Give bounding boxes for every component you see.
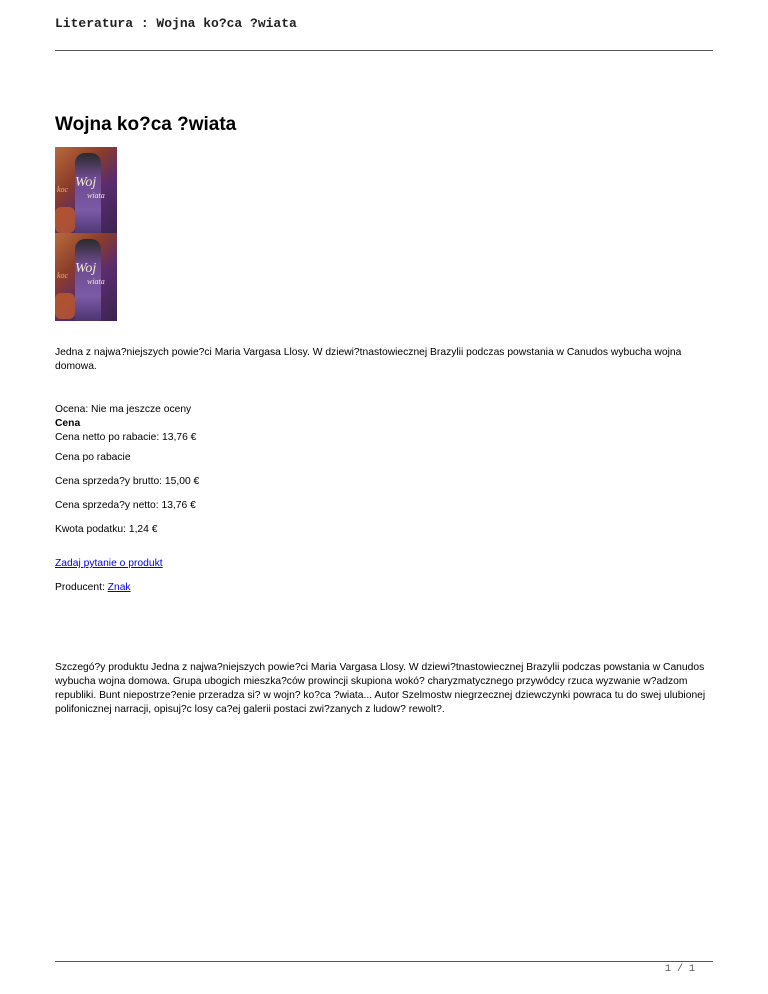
product-title: Wojna ko?ca ?wiata <box>55 114 237 135</box>
price-heading: Cena <box>55 418 81 429</box>
cover-text: Woj <box>75 175 97 190</box>
cover-text: wiata <box>87 277 105 286</box>
ask-question-row <box>55 557 715 571</box>
cover-splash <box>55 293 75 319</box>
header-divider <box>55 50 713 51</box>
page-number: 1 / 1 <box>664 964 695 975</box>
ask-question-link[interactable]: Zadaj pytanie o produkt <box>55 558 163 569</box>
book-cover-image[interactable] <box>55 233 117 321</box>
producer-link[interactable]: Znak <box>107 582 131 593</box>
cover-text: Woj <box>75 261 97 276</box>
cover-text: koc <box>57 271 69 280</box>
net-after-discount: Cena netto po rabacie: 13,76 € <box>55 432 197 443</box>
cover-splash <box>55 207 75 233</box>
net-price: Cena sprzeda?y netto: 13,76 € <box>55 500 196 511</box>
tax-amount: Kwota podatku: 1,24 € <box>55 524 158 535</box>
gross-price: Cena sprzeda?y brutto: 15,00 € <box>55 476 200 487</box>
product-intro: Jedna z najwa?niejszych powie?ci Maria Vargasa Llosy. W dziewi?tnastowiecznej Brazylii podczas powstania w Canudos wybucha wojna domowa. <box>55 347 682 372</box>
cover-text: koc <box>57 185 69 194</box>
footer-divider <box>55 961 713 962</box>
running-header: Literatura : Wojna ko?ca ?wiata <box>55 16 297 31</box>
producer-row <box>55 581 715 595</box>
book-cover-image[interactable] <box>55 147 117 235</box>
product-details: Szczegó?y produktu Jedna z najwa?niejszych powie?ci Maria Vargasa Llosy. W dziewi?tnastowiecznej Brazylii podczas powstania w Canudos wybucha wojna domowa. Grupa ubogich mieszka?ców prowincji skupiona wokó? charyzmatycznego przywódcy rzuca wyzwanie w?adzom republiki. Bunt niepostrze?enie przeradza si? w wojn? ko?ca ?wiata... Autor Szelmostw niegrzecznej dziewczynki powraca tu do swej ulubionej polifonicznej narracji, opisuj?c losy ca?ej galerii postaci zwi?zanych z ludow? rewolt?. <box>55 662 706 715</box>
producer-label: Producent: <box>55 582 108 593</box>
price-after-discount: Cena po rabacie <box>55 452 131 463</box>
cover-text: wiata <box>87 191 105 200</box>
rating-text: Ocena: Nie ma jeszcze oceny <box>55 404 192 415</box>
